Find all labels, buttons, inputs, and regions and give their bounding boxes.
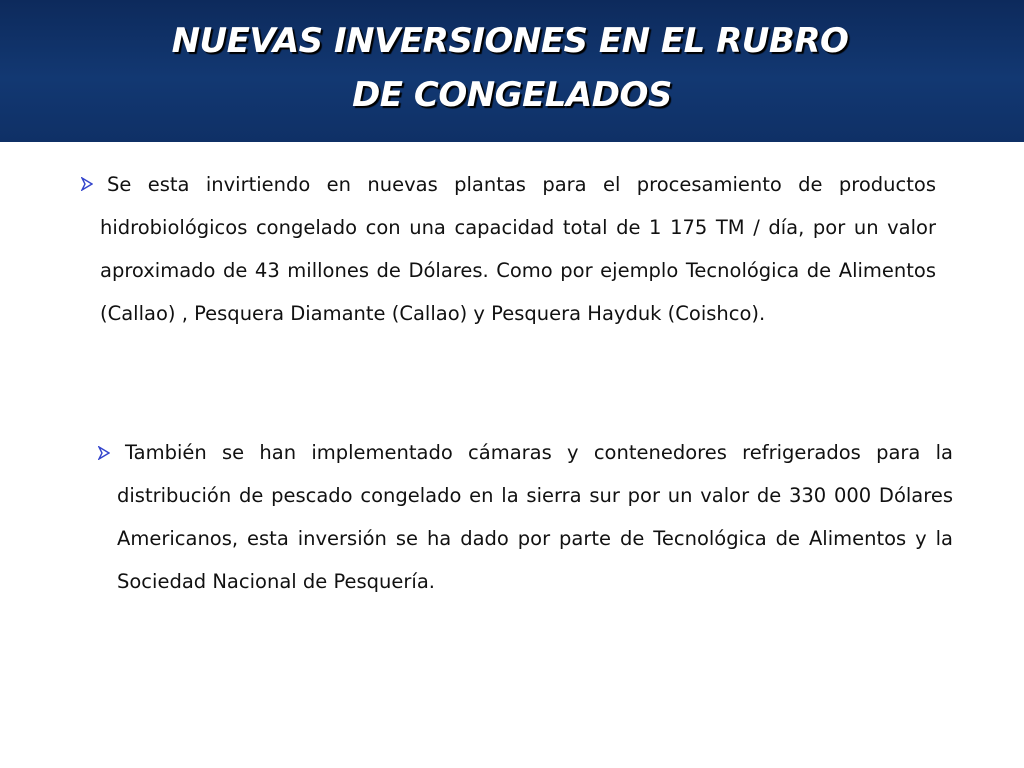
slide-title-line-1: NUEVAS INVERSIONES EN EL RUBRO	[171, 21, 849, 61]
bullet-item-plants: Se esta invirtiendo en nuevas plantas para el procesamiento de productos hidrobiológicos congelado con una capacidad total de 1 175 TM / día, por un valor aproximado de 43 millones de Dólares. Como por ejemplo Tecnológica de Alimentos (Callao) , Pesquera Diamante (Callao) y Pesquera Hayduk (Coishco).	[100, 173, 936, 325]
slide-title	[0, 14, 1024, 122]
arrow-bullet-icon	[81, 177, 93, 191]
title-bar	[0, 0, 1024, 142]
bullet-item-refrigeration: También se han implementado cámaras y contenedores refrigerados para la distribución de pescado congelado en la sierra sur por un valor de 330 000 Dólares Americanos, esta inversión se ha dado por parte de Tecnológica de Alimentos y la Sociedad Nacional de Pesquería.	[117, 441, 953, 593]
slide-title-line-2: DE CONGELADOS	[352, 75, 672, 115]
arrow-bullet-icon	[98, 446, 110, 460]
